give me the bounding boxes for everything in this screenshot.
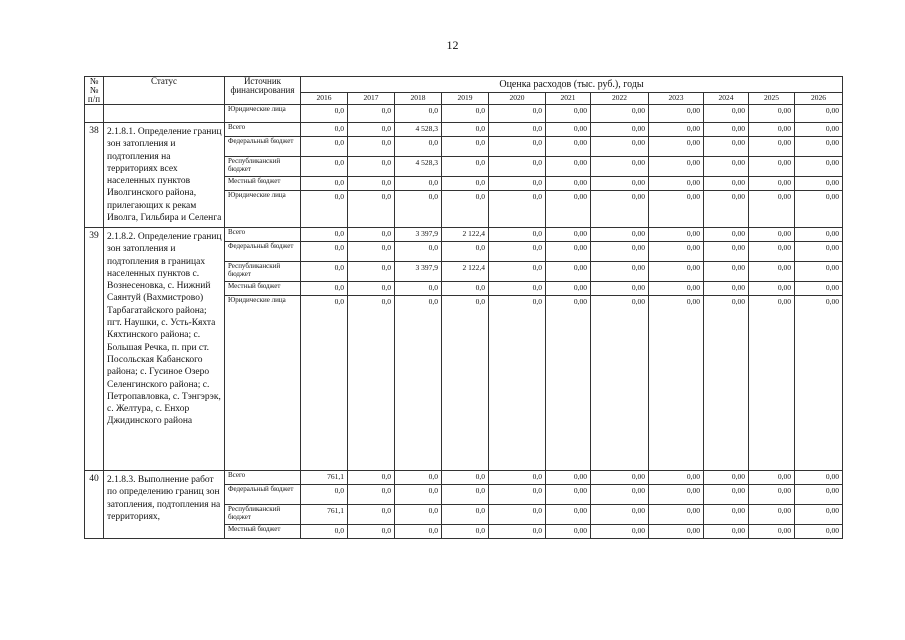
source-cell: Республиканский бюджет xyxy=(225,505,301,525)
value-cell: 0,00 xyxy=(704,157,749,177)
header-status: Статус xyxy=(104,77,225,105)
value-cell: 0,00 xyxy=(649,177,704,191)
value-cell: 0,0 xyxy=(301,123,348,137)
value-cell: 0,00 xyxy=(591,525,649,539)
value-cell: 0,0 xyxy=(348,191,395,228)
value-cell: 0,00 xyxy=(546,242,591,262)
value-cell: 0,0 xyxy=(442,157,489,177)
value-cell: 0,00 xyxy=(795,471,843,485)
value-cell: 761,1 xyxy=(301,471,348,485)
value-cell: 0,00 xyxy=(704,485,749,505)
header-source: Источник финансирования xyxy=(225,77,301,105)
value-cell: 0,00 xyxy=(649,137,704,157)
value-cell: 0,00 xyxy=(795,157,843,177)
value-cell: 2 122,4 xyxy=(442,262,489,282)
value-cell: 0,0 xyxy=(442,123,489,137)
value-cell: 0,0 xyxy=(395,242,442,262)
source-cell: Местный бюджет xyxy=(225,282,301,296)
source-cell: Республиканский бюджет xyxy=(225,262,301,282)
source-cell: Юридические лица xyxy=(225,296,301,471)
value-cell: 0,00 xyxy=(649,123,704,137)
row-number: 39 xyxy=(85,228,104,471)
value-cell: 4 528,3 xyxy=(395,157,442,177)
value-cell: 0,0 xyxy=(489,282,546,296)
value-cell: 0,00 xyxy=(591,471,649,485)
value-cell: 0,00 xyxy=(795,137,843,157)
value-cell: 0,00 xyxy=(795,191,843,228)
value-cell: 0,00 xyxy=(795,105,843,123)
value-cell: 0,0 xyxy=(442,282,489,296)
value-cell: 0,0 xyxy=(489,296,546,471)
header-number: № № п/п xyxy=(85,77,104,105)
value-cell: 0,00 xyxy=(795,123,843,137)
header-year: 2020 xyxy=(489,93,546,105)
value-cell: 0,0 xyxy=(301,282,348,296)
value-cell: 0,0 xyxy=(489,242,546,262)
value-cell: 0,0 xyxy=(395,177,442,191)
value-cell: 0,0 xyxy=(395,282,442,296)
value-cell: 0,00 xyxy=(649,505,704,525)
value-cell: 0,00 xyxy=(704,471,749,485)
header-year: 2023 xyxy=(649,93,704,105)
value-cell: 0,0 xyxy=(489,228,546,242)
value-cell: 0,00 xyxy=(546,525,591,539)
value-cell: 3 397,9 xyxy=(395,262,442,282)
value-cell: 0,00 xyxy=(649,228,704,242)
value-cell: 0,00 xyxy=(795,177,843,191)
table-body xyxy=(85,105,843,539)
header-year: 2021 xyxy=(546,93,591,105)
source-cell: Местный бюджет xyxy=(225,525,301,539)
value-cell: 0,00 xyxy=(704,296,749,471)
value-cell: 0,0 xyxy=(395,191,442,228)
value-cell: 0,0 xyxy=(489,157,546,177)
value-cell: 0,00 xyxy=(591,282,649,296)
value-cell: 0,00 xyxy=(649,242,704,262)
value-cell: 0,00 xyxy=(649,296,704,471)
value-cell: 0,00 xyxy=(546,191,591,228)
value-cell: 0,0 xyxy=(348,471,395,485)
row-number xyxy=(85,105,104,123)
value-cell: 0,0 xyxy=(348,485,395,505)
value-cell: 0,0 xyxy=(395,505,442,525)
value-cell: 0,00 xyxy=(749,242,795,262)
value-cell: 0,00 xyxy=(546,123,591,137)
value-cell: 0,0 xyxy=(348,105,395,123)
value-cell: 0,0 xyxy=(348,525,395,539)
value-cell: 0,00 xyxy=(649,282,704,296)
value-cell: 0,0 xyxy=(348,123,395,137)
page-number: 12 xyxy=(446,38,459,52)
source-cell: Местный бюджет xyxy=(225,177,301,191)
value-cell: 0,00 xyxy=(704,228,749,242)
value-cell: 0,00 xyxy=(704,137,749,157)
value-cell: 0,00 xyxy=(546,137,591,157)
value-cell: 0,0 xyxy=(442,177,489,191)
row-status xyxy=(104,105,225,123)
value-cell: 0,00 xyxy=(546,105,591,123)
header-year: 2026 xyxy=(795,93,843,105)
value-cell: 0,00 xyxy=(546,471,591,485)
budget-table xyxy=(84,76,843,539)
value-cell: 0,0 xyxy=(489,177,546,191)
value-cell: 0,00 xyxy=(795,262,843,282)
value-cell: 0,00 xyxy=(649,525,704,539)
value-cell: 0,00 xyxy=(591,191,649,228)
value-cell: 0,00 xyxy=(591,242,649,262)
header-year: 2016 xyxy=(301,93,348,105)
value-cell: 0,00 xyxy=(546,228,591,242)
value-cell: 0,0 xyxy=(348,505,395,525)
header-year: 2017 xyxy=(348,93,395,105)
value-cell: 0,0 xyxy=(348,262,395,282)
value-cell: 0,00 xyxy=(704,525,749,539)
value-cell: 0,0 xyxy=(301,191,348,228)
source-cell: Юридические лица xyxy=(225,191,301,228)
value-cell: 0,0 xyxy=(442,191,489,228)
value-cell: 0,00 xyxy=(749,505,795,525)
source-cell: Всего xyxy=(225,228,301,242)
header-year: 2019 xyxy=(442,93,489,105)
table-row xyxy=(85,228,843,242)
value-cell: 0,00 xyxy=(649,157,704,177)
source-cell: Федеральный бюджет xyxy=(225,485,301,505)
value-cell: 0,00 xyxy=(591,137,649,157)
source-cell: Всего xyxy=(225,471,301,485)
value-cell: 0,00 xyxy=(749,177,795,191)
value-cell: 0,0 xyxy=(442,505,489,525)
value-cell: 0,0 xyxy=(489,137,546,157)
value-cell: 0,0 xyxy=(301,157,348,177)
value-cell: 0,00 xyxy=(795,296,843,471)
source-cell: Всего xyxy=(225,123,301,137)
value-cell: 0,00 xyxy=(704,282,749,296)
value-cell: 0,00 xyxy=(749,191,795,228)
value-cell: 0,0 xyxy=(395,105,442,123)
value-cell: 0,00 xyxy=(591,262,649,282)
value-cell: 0,00 xyxy=(546,282,591,296)
value-cell: 0,0 xyxy=(395,471,442,485)
value-cell: 0,00 xyxy=(649,485,704,505)
value-cell: 4 528,3 xyxy=(395,123,442,137)
row-number: 38 xyxy=(85,123,104,228)
value-cell: 0,0 xyxy=(442,105,489,123)
value-cell: 0,00 xyxy=(649,191,704,228)
source-cell: Юридические лица xyxy=(225,105,301,123)
value-cell: 0,0 xyxy=(301,485,348,505)
value-cell: 0,00 xyxy=(591,485,649,505)
header-estimate: Оценка расходов (тыс. руб.), годы xyxy=(301,77,843,93)
value-cell: 0,00 xyxy=(795,242,843,262)
value-cell: 0,00 xyxy=(749,137,795,157)
value-cell: 0,00 xyxy=(591,177,649,191)
value-cell: 0,00 xyxy=(749,296,795,471)
value-cell: 0,00 xyxy=(546,505,591,525)
value-cell: 0,00 xyxy=(591,228,649,242)
value-cell: 0,0 xyxy=(489,505,546,525)
row-status: 2.1.8.2. Определение границ зон затопления и подтопления в границах населенных пунктов с. Вознесеновка, с. Нижний Саянтуй (Вахмистрово) Тарбагатайского района; пгт. Наушки, с. Усть-Кяхта Кяхтинского района; с. Большая Речка, п. при ст. Посольская Кабанского района; с. Гусиное Озеро Селенгинского района; с. Петропавловка, с. Тэнгэрэк, с. Желтура, с. Енхор Джидинского района xyxy=(104,228,225,471)
value-cell: 0,0 xyxy=(301,242,348,262)
value-cell: 0,00 xyxy=(546,157,591,177)
source-cell: Республиканский бюджет xyxy=(225,157,301,177)
value-cell: 0,0 xyxy=(348,228,395,242)
value-cell: 0,00 xyxy=(704,191,749,228)
value-cell: 0,00 xyxy=(546,262,591,282)
header-year: 2022 xyxy=(591,93,649,105)
value-cell: 0,00 xyxy=(749,228,795,242)
value-cell: 0,0 xyxy=(442,485,489,505)
value-cell: 0,00 xyxy=(704,262,749,282)
value-cell: 0,00 xyxy=(704,105,749,123)
value-cell: 0,0 xyxy=(301,296,348,471)
value-cell: 0,00 xyxy=(591,505,649,525)
table-row xyxy=(85,105,843,123)
value-cell: 0,00 xyxy=(649,471,704,485)
value-cell: 0,0 xyxy=(442,242,489,262)
value-cell: 0,0 xyxy=(348,282,395,296)
table-row xyxy=(85,471,843,485)
value-cell: 0,00 xyxy=(546,296,591,471)
value-cell: 0,0 xyxy=(301,105,348,123)
value-cell: 0,00 xyxy=(795,485,843,505)
value-cell: 0,00 xyxy=(749,525,795,539)
value-cell: 0,00 xyxy=(795,228,843,242)
value-cell: 0,0 xyxy=(442,471,489,485)
value-cell: 0,00 xyxy=(704,505,749,525)
source-cell: Федеральный бюджет xyxy=(225,137,301,157)
value-cell: 0,0 xyxy=(442,525,489,539)
value-cell: 0,00 xyxy=(649,262,704,282)
value-cell: 0,0 xyxy=(489,105,546,123)
value-cell: 0,00 xyxy=(749,157,795,177)
value-cell: 0,0 xyxy=(348,137,395,157)
value-cell: 0,0 xyxy=(301,525,348,539)
value-cell: 0,00 xyxy=(795,505,843,525)
value-cell: 0,00 xyxy=(591,105,649,123)
value-cell: 0,0 xyxy=(301,137,348,157)
value-cell: 0,00 xyxy=(591,296,649,471)
value-cell: 0,00 xyxy=(591,123,649,137)
value-cell: 0,0 xyxy=(348,177,395,191)
value-cell: 0,00 xyxy=(749,282,795,296)
value-cell: 0,0 xyxy=(489,191,546,228)
header-year: 2025 xyxy=(749,93,795,105)
header-year: 2024 xyxy=(704,93,749,105)
table-row xyxy=(85,123,843,137)
value-cell: 0,0 xyxy=(395,485,442,505)
value-cell: 0,00 xyxy=(749,485,795,505)
value-cell: 0,0 xyxy=(301,228,348,242)
value-cell: 0,00 xyxy=(704,177,749,191)
value-cell: 0,0 xyxy=(348,157,395,177)
value-cell: 0,00 xyxy=(649,105,704,123)
row-number: 40 xyxy=(85,471,104,539)
value-cell: 0,0 xyxy=(348,296,395,471)
value-cell: 0,00 xyxy=(795,525,843,539)
header-year: 2018 xyxy=(395,93,442,105)
value-cell: 0,0 xyxy=(442,296,489,471)
value-cell: 0,00 xyxy=(546,177,591,191)
value-cell: 0,0 xyxy=(395,137,442,157)
value-cell: 0,0 xyxy=(442,137,489,157)
value-cell: 0,0 xyxy=(301,177,348,191)
value-cell: 0,0 xyxy=(395,525,442,539)
value-cell: 0,00 xyxy=(749,105,795,123)
value-cell: 0,00 xyxy=(749,471,795,485)
value-cell: 2 122,4 xyxy=(442,228,489,242)
value-cell: 0,00 xyxy=(749,262,795,282)
value-cell: 761,1 xyxy=(301,505,348,525)
row-status: 2.1.8.3. Выполнение работ по определению границ зон затопления, подтопления на территориях, xyxy=(104,471,225,539)
value-cell: 0,0 xyxy=(348,242,395,262)
value-cell: 0,00 xyxy=(749,123,795,137)
value-cell: 0,0 xyxy=(395,296,442,471)
value-cell: 0,00 xyxy=(704,242,749,262)
value-cell: 0,00 xyxy=(795,282,843,296)
value-cell: 0,0 xyxy=(489,525,546,539)
value-cell: 0,0 xyxy=(301,262,348,282)
value-cell: 3 397,9 xyxy=(395,228,442,242)
value-cell: 0,0 xyxy=(489,471,546,485)
row-status: 2.1.8.1. Определение границ зон затопления и подтопления на территориях всех населенных пунктов Иволгинского района, прилегающих к рекам Иволга, Гильбира и Селенга xyxy=(104,123,225,228)
value-cell: 0,0 xyxy=(489,262,546,282)
value-cell: 0,0 xyxy=(489,123,546,137)
value-cell: 0,00 xyxy=(546,485,591,505)
value-cell: 0,00 xyxy=(591,157,649,177)
value-cell: 0,00 xyxy=(704,123,749,137)
source-cell: Федеральный бюджет xyxy=(225,242,301,262)
value-cell: 0,0 xyxy=(489,485,546,505)
